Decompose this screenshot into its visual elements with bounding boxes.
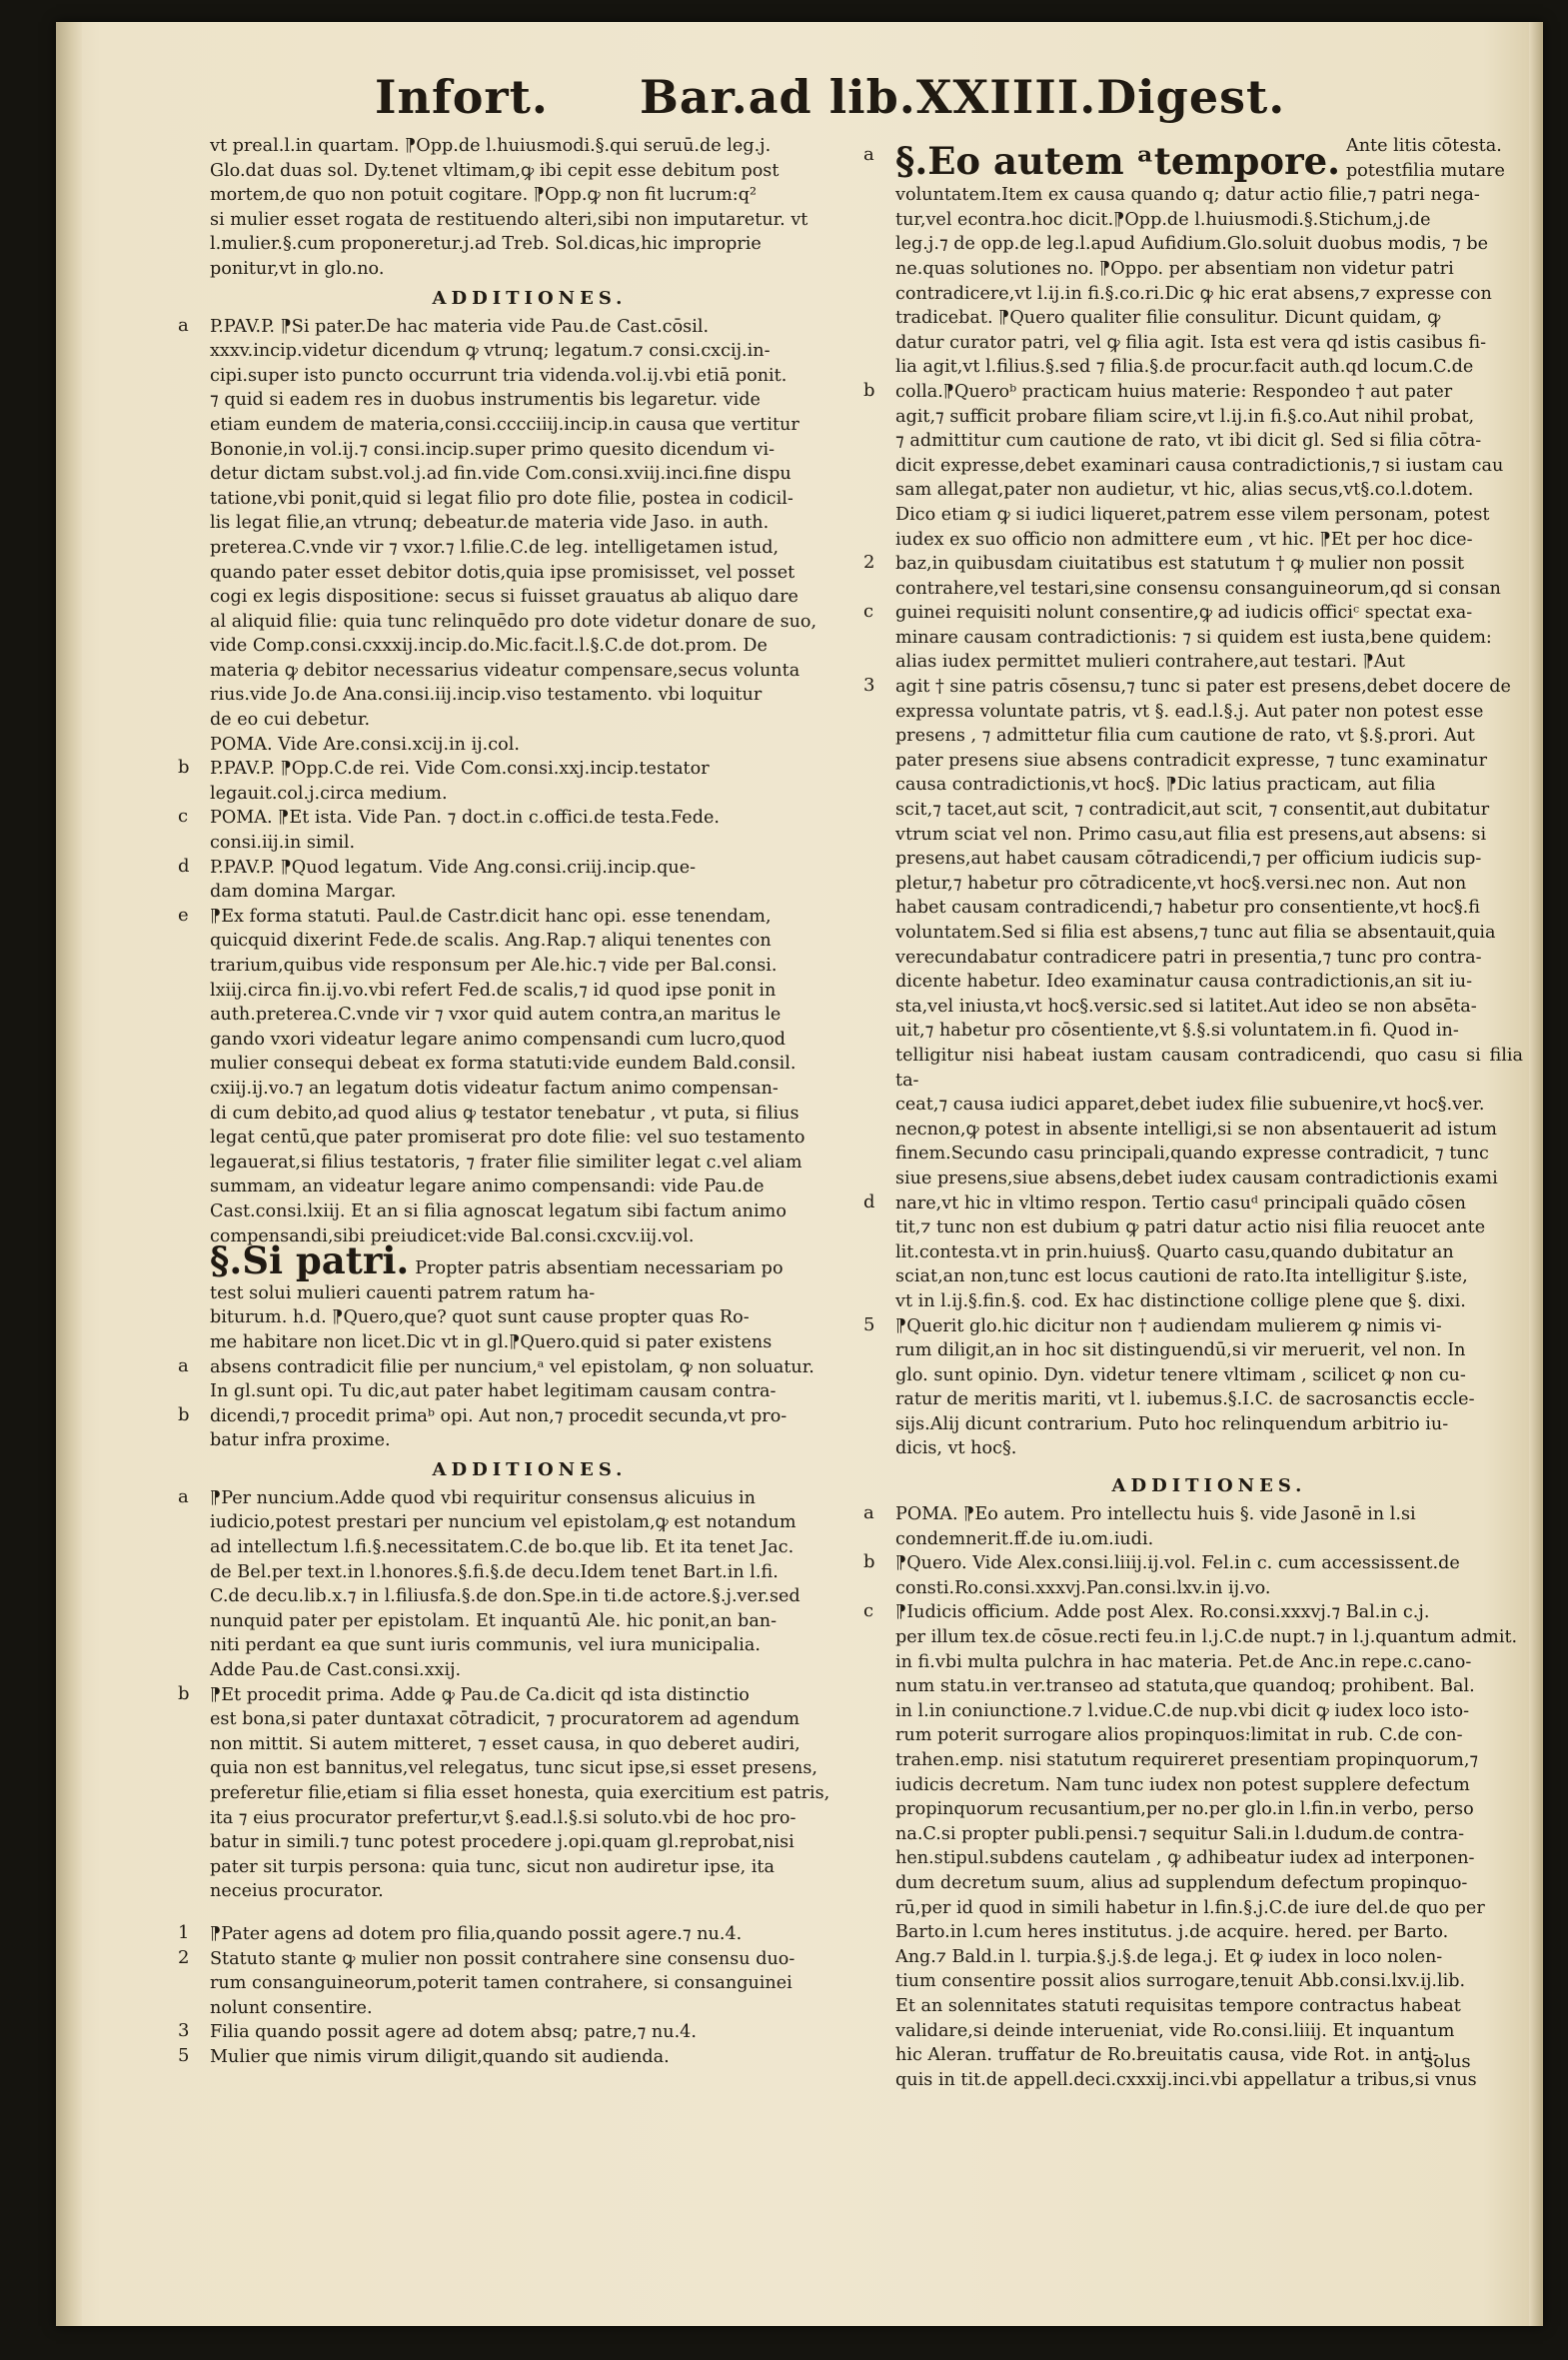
section-line	[895, 700, 1523, 725]
text-line: ⁋Per nuncium.Adde quod vbi requiritur consensus alicuius in	[210, 1487, 756, 1508]
section-line	[895, 1118, 1523, 1143]
text-line: iudex ex suo officio non admittere eum , vt hic. ⁋Et per hoc dice-	[895, 529, 1473, 550]
text-line: ratur de meritis mariti, vt l. iubemus.§.I.C. de sacrosanctis eccle-	[895, 1389, 1475, 1410]
text-line: quia non est bannitus,vel relegatus, tunc sicut ipse,si esset presens,	[210, 1758, 817, 1779]
section-line	[895, 1215, 1523, 1240]
text-line: rum diligit,an in hoc sit distinguendū,si vir meruerit, vel non. In	[895, 1340, 1466, 1361]
annotation-entry	[178, 855, 849, 905]
section-line	[895, 1289, 1523, 1314]
section-line	[895, 626, 1523, 651]
text-line: §.Si patri. Propter patris absentiam necessariam po	[210, 1238, 784, 1283]
text-line: guinei requisiti nolunt consentire,ꝙ ad iudicis officiᶜ spectat exa-	[895, 603, 1473, 624]
annotation-entry	[863, 1502, 1523, 1551]
section-line	[895, 773, 1523, 798]
additiones-heading-left-2: ADDITIONES.	[432, 1458, 628, 1480]
text-line: ⁊ quid si eadem res in duobus instrumentis bis legaretur. vide	[210, 390, 761, 411]
text-line: datur curator patri, vel ꝙ filia agit. Ista est vera qd istis casibus fi-	[895, 332, 1487, 353]
section-line	[895, 1167, 1523, 1191]
text-line: tradicebat. ⁋Quero qualiter filie consulitur. Dicunt quidam, ꝙ	[895, 308, 1441, 329]
text-line: cxiij.ij.vo.⁊ an legatum dotis videatur factum animo compensan-	[210, 1078, 779, 1099]
text-line: tatione,vbi ponit,quid si legat filio pro dote filie, postea in codicil-	[210, 488, 793, 509]
text-line: Mulier que nimis virum diligit,quando sit audienda.	[210, 2046, 670, 2067]
section-line	[895, 921, 1523, 946]
text-line: consi.iij.in simil.	[210, 833, 356, 854]
section-line	[895, 1093, 1523, 1118]
section-line	[895, 503, 1523, 528]
margin-marker: b	[863, 379, 875, 401]
section-line	[895, 355, 1523, 380]
margin-marker: e	[178, 904, 189, 926]
text-line: Glo.dat duas sol. Dy.tenet vltimam,ꝙ ibi cepit esse debitum post	[210, 160, 780, 181]
text-line: pletur,⁊ habetur pro cōtradicente,vt hoc§.versi.nec non. Aut non	[895, 873, 1467, 894]
text-line: dicit expresse,debet examinari causa contradictionis,⁊ si iustam cau	[895, 455, 1504, 476]
text-line: ⁊ admittitur cum cautione de rato, vt ibi dicit gl. Sed si filia cōtra-	[895, 431, 1482, 452]
text-line: iudicio,potest prestari per nuncium vel epistolam,ꝙ est notandum	[210, 1512, 796, 1533]
text-line: P.PAV.P. ⁋Quod legatum. Vide Ang.consi.criij.incip.que-	[210, 857, 697, 878]
section-line	[210, 1428, 849, 1453]
text-line: Dico etiam ꝙ si iudici liqueret,patrem esse vilem personam, potest	[895, 504, 1490, 525]
additiones-list-left-2	[178, 1485, 849, 1904]
section-line	[895, 1044, 1523, 1093]
section-line	[895, 208, 1523, 233]
text-line: preferetur filie,etiam si filia esset honesta, quia exercitium est patris,	[210, 1783, 830, 1803]
text-line: Ang.⁊ Bald.in l. turpia.§.j.§.de lega.j. Et ꝙ iudex in loco nolen-	[895, 1946, 1443, 1967]
text-line: ⁋Et procedit prima. Adde ꝙ Pau.de Ca.dicit qd ista distinctio	[210, 1684, 750, 1705]
section-line	[895, 749, 1523, 774]
text-line: sta,vel iniusta,vt hoc§.versic.sed si latitet.Aut ideo se non absēta-	[895, 996, 1477, 1017]
annotation-entry	[178, 314, 849, 733]
text-line: de eo cui debetur.	[210, 710, 371, 731]
margin-marker: c	[863, 601, 874, 623]
text-line: ⁋Iudicis officium. Adde post Alex. Ro.consi.xxxvj.⁊ Bal.in c.j.	[895, 1602, 1430, 1623]
text-line: auth.preterea.C.vnde vir ⁊ vxor quid autem contra,an maritus le	[210, 1005, 782, 1026]
section-line	[895, 724, 1523, 749]
annotation-entry	[178, 1682, 849, 1904]
text-line: cipi.super isto puncto occurrunt tria videnda.vol.ij.vbi etiā ponit.	[210, 365, 787, 386]
text-line: alias iudex permittet mulieri contrahere,aut testari. ⁋Aut	[895, 652, 1405, 673]
text-line: in fi.vbi multa pulchra in hac materia. Pet.de Anc.in repe.c.cano-	[895, 1651, 1472, 1672]
text-line: lia agit,vt l.filius.§.sed ⁊ filia.§.de procur.facit auth.qd locum.C.de	[895, 357, 1474, 378]
text-line: etiam eundem de materia,consi.cccciiij.incip.in causa que vertitur	[210, 414, 799, 435]
section-line	[178, 1354, 849, 1380]
margin-marker: a	[863, 144, 874, 165]
text-line: detur dictam subst.vol.j.ad fin.vide Com.consi.xviij.inci.fine dispu	[210, 464, 791, 485]
section-line	[895, 528, 1523, 553]
text-line: pater sit turpis persona: quia tunc, sicut non audiretur ipse, ita	[210, 1856, 775, 1877]
text-line: presens,aut habet causam cōtradicendi,⁊ per officium iudicis sup-	[895, 849, 1482, 870]
intro-text	[210, 134, 849, 282]
text-line: ⁋Ex forma statuti. Paul.de Castr.dicit hanc opi. esse tenendam,	[210, 906, 772, 927]
text-line: voluntatem.Item ex causa quando q; datur actio filie,⁊ patri nega-	[895, 185, 1480, 206]
text-line: ad intellectum l.fi.§.necessitatem.C.de bo.que lib. Et ita tenet Jac.	[210, 1537, 794, 1558]
text-line: agit,⁊ sufficit probare filiam scire,vt l.ij.in fi.§.co.Aut nihil probat,	[895, 406, 1475, 427]
section-line	[210, 1330, 849, 1355]
annotation-entry	[178, 806, 849, 855]
text-line: pater presens siue absens contradicit expresse, ⁊ tunc examinatur	[895, 750, 1487, 771]
text-line: vt preal.l.in quartam. ⁋Opp.de l.huiusmodi.§.qui seruū.de leg.j.	[210, 136, 772, 156]
page-edge	[56, 22, 82, 2326]
text-line: agit † sine patris cōsensu,⁊ tunc si pater est presens,debet docere de	[895, 677, 1511, 698]
text-line: tit,⁊ tunc non est dubium ꝙ patri datur actio nisi filia reuocet ante	[895, 1217, 1486, 1238]
catchword: solus	[1424, 2051, 1471, 2072]
text-line: batur infra proxime.	[210, 1430, 391, 1451]
text-line: sijs.Alij dicunt contrarium. Puto hoc relinquendum arbitrio iu-	[895, 1413, 1449, 1434]
text-line: compensandi,sibi preiudicet:vide Bal.consi.cxcv.iij.vol.	[210, 1225, 695, 1246]
text-line: expressa voluntate patris, vt §. ead.l.§.j. Aut pater non potest esse	[895, 701, 1484, 722]
text-line: In gl.sunt opi. Tu dic,aut pater habet legitimam causam contra-	[210, 1381, 777, 1402]
section-line	[895, 577, 1523, 602]
text-line: lit.contesta.vt in prin.huius§. Quarto casu,quando dubitatur an	[895, 1241, 1454, 1262]
margin-marker: 1	[178, 1921, 190, 1943]
section-line	[863, 675, 1523, 700]
text-line: sam allegat,pater non audietur, vt hic, alias secus,vt§.co.l.dotem.	[895, 480, 1474, 501]
text-line: si mulier esset rogata de restituendo alteri,sibi non imputaretur. vt	[210, 209, 808, 230]
section-line	[895, 257, 1523, 282]
section-line	[895, 946, 1523, 971]
text-line: Statuto stante ꝙ mulier non possit contrahere sine consensu duo-	[210, 1948, 795, 1969]
section-line	[210, 1379, 849, 1404]
additiones-heading-right: ADDITIONES.	[1111, 1475, 1307, 1497]
text-line: contrahere,vel testari,sine consensu consanguineorum,qd si consan	[895, 578, 1501, 599]
margin-marker: 5	[863, 1313, 875, 1335]
text-line: dum decretum suum, alius ad supplendum defectum propinquo-	[895, 1872, 1468, 1893]
running-head-left: Infort.	[375, 70, 549, 124]
text-line: di cum debito,ad quod alius ꝙ testator tenebatur , vt puta, si filius	[210, 1103, 799, 1124]
book-gutter	[1529, 22, 1543, 2326]
section-line	[895, 331, 1523, 356]
text-line: causa contradictionis,vt hoc§. ⁋Dic latius practicam, aut filia	[895, 775, 1436, 796]
text-line: scit,⁊ tacet,aut scit, ⁊ contradicit,aut scit, ⁊ consentit,aut dubitatur	[895, 800, 1490, 821]
text-line: dicente habetur. Ideo examinatur causa contradictionis,an sit iu-	[895, 972, 1473, 993]
margin-marker: b	[178, 1682, 190, 1704]
section-line	[895, 1436, 1523, 1461]
annotation-entry	[178, 757, 849, 806]
section-line	[895, 282, 1523, 307]
annotation-entry	[178, 2020, 849, 2045]
text-line: Barto.in l.cum heres institutus. j.de acquire. hered. per Barto.	[895, 1922, 1449, 1943]
text-line: uit,⁊ habetur pro cōsentiente,vt §.§.si voluntatem.in fi. Quod in-	[895, 1021, 1459, 1042]
text-line: ceat,⁊ causa iudici apparet,debet iudex filie subuenire,vt hoc§.ver.	[895, 1095, 1485, 1116]
section-line	[895, 823, 1523, 848]
text-line: vide Comp.consi.cxxxij.incip.do.Mic.facit.l.§.C.de dot.prom. De	[210, 636, 768, 657]
text-line: contradicere,vt l.ij.in fi.§.co.ri.Dic ꝙ hic erat absens,⁊ expresse con	[895, 283, 1492, 304]
section-line	[210, 1305, 849, 1330]
text-line: de Bel.per text.in l.honores.§.fi.§.de decu.Idem tenet Bart.in l.fi.	[210, 1561, 779, 1582]
margin-marker: 2	[863, 552, 875, 574]
text-line: Filia quando possit agere ad dotem absq; patre,⁊ nu.4.	[210, 2022, 697, 2043]
text-line: est bona,si pater duntaxat cōtradicit, ⁊ procuratorem ad agendum	[210, 1709, 800, 1730]
text-line: l.mulier.§.cum proponeretur.j.ad Treb. Sol.dicas,hic improprie	[210, 234, 762, 255]
section-line	[895, 872, 1523, 897]
text-line: biturum. h.d. ⁋Quero,que? quot sunt cause propter quas Ro-	[210, 1307, 750, 1328]
text-line: minare causam contradictionis: ⁊ si quidem est iusta,bene quidem:	[895, 627, 1492, 648]
text-line: rum consanguineorum,poterit tamen contrahere, si consanguinei	[210, 1973, 792, 1994]
margin-marker: 5	[178, 2044, 190, 2066]
text-line: xxxv.incip.videtur dicendum ꝙ vtrunq; legatum.⁊ consi.cxcij.in-	[210, 341, 771, 362]
margin-marker: d	[178, 855, 190, 877]
text-line: Ante litis cōtesta.	[1346, 136, 1502, 156]
text-line: habet causam contradicendi,⁊ habetur pro consentiente,vt hoc§.fi	[895, 898, 1481, 919]
section-line	[895, 1412, 1523, 1437]
section-heading-row	[863, 134, 1523, 184]
text-line: legat centū,que pater promiserat pro dote filie: vel suo testamento	[210, 1128, 805, 1149]
annotation-entry	[863, 1600, 1523, 2092]
text-line: dicendi,⁊ procedit primaᵇ opi. Aut non,⁊ procedit secunda,vt pro-	[210, 1405, 787, 1426]
text-line: quicquid dixerint Fede.de scalis. Ang.Rap.⁊ aliqui tenentes con	[210, 931, 772, 952]
section-line	[895, 454, 1523, 479]
section-line	[895, 995, 1523, 1020]
section-line	[895, 1142, 1523, 1167]
text-line: gando vxori videatur legare animo compensandi cum lucro,quod	[210, 1029, 786, 1050]
margin-marker: b	[178, 1403, 190, 1425]
text-line: Adde Pau.de Cast.consi.xxij.	[210, 1660, 462, 1681]
text-line: potestfilia mutare	[1346, 160, 1505, 181]
text-line: preterea.C.vnde vir ⁊ vxor.⁊ l.filie.C.de leg. intelligetamen istud,	[210, 537, 780, 558]
text-line: legauerat,si filius testatoris, ⁊ frater filie similiter legat c.vel aliam	[210, 1152, 802, 1173]
section-line	[895, 232, 1523, 257]
text-line: cogi ex legis dispositione: secus si fuisset grauatus ab aliquo dare	[210, 587, 798, 608]
section-line	[863, 552, 1523, 577]
text-line: P.PAV.P. ⁋Si pater.De hac materia vide Pau.de Cast.cōsil.	[210, 316, 710, 337]
text-line: materia ꝙ debitor necessarius videatur compensare,secus volunta	[210, 660, 800, 681]
text-line: ne.quas solutiones no. ⁋Oppo. per absentiam non videtur patri	[895, 258, 1454, 279]
additiones-list-left-1	[178, 314, 849, 1249]
text-line: siue presens,siue absens,debet iudex causam contradictionis exami	[895, 1168, 1498, 1188]
left-column	[178, 134, 849, 2070]
text-line: propinquorum recusantium,per no.per glo.in l.fin.in verbo, perso	[895, 1799, 1474, 1820]
section-lead	[1346, 134, 1505, 183]
annotation-entry	[178, 1485, 849, 1683]
section-line	[895, 1019, 1523, 1044]
text-line: presens , ⁊ admittetur filia cum cautione de rato, vt §.§.prori. Aut	[895, 726, 1475, 747]
text-line: POMA. ⁋Et ista. Vide Pan. ⁊ doct.in c.offici.de testa.Fede.	[210, 808, 720, 829]
margin-marker: 2	[178, 1946, 190, 1968]
text-line: nare,vt hic in vltimo respon. Tertio casuᵈ principali quādo cōsen	[895, 1192, 1467, 1213]
text-line: Bononie,in vol.ij.⁊ consi.incip.super primo quesito dicendum vi-	[210, 439, 776, 460]
text-line: telligitur nisi habeat iustam causam contradicendi, quo casu si filia ta-	[895, 1045, 1523, 1091]
text-line: rū,per id quod in simili habetur in l.fin.§.j.C.de iure del.de quo per	[895, 1897, 1485, 1918]
additiones-heading-left-1: ADDITIONES.	[432, 287, 628, 309]
section-line	[895, 183, 1523, 208]
section-title: §.Si patri.	[210, 1238, 410, 1283]
text-line: rius.vide Jo.de Ana.consi.iij.incip.viso testamento. vbi loquitur	[210, 685, 763, 706]
section-line	[863, 601, 1523, 626]
annotation-entry	[863, 1551, 1523, 1600]
margin-marker: b	[863, 1551, 875, 1573]
text-line: trahen.emp. nisi statutum requireret presentiam propinquorum,⁊	[895, 1750, 1479, 1770]
text-line: tur,vel econtra.hoc dicit.⁋Opp.de l.huiusmodi.§.Stichum,j.de	[895, 209, 1431, 230]
text-line: hic Aleran. truffatur de Ro.breuitatis causa, vide Rot. in anti-	[895, 2045, 1439, 2066]
section-line	[863, 1313, 1523, 1339]
text-line: tium consentire possit alios surrogare,tenuit Abb.consi.lxv.ij.lib.	[895, 1971, 1466, 1992]
section-line	[863, 379, 1523, 405]
margin-marker: 3	[863, 675, 875, 697]
section-line	[895, 1240, 1523, 1265]
margin-marker: a	[178, 1354, 189, 1376]
text-line: leg.j.⁊ de opp.de leg.l.apud Aufidium.Glo.soluit duobus modis, ⁊ be	[895, 234, 1489, 255]
section-eo-autem	[863, 134, 1523, 1461]
text-line: na.C.si propter publi.pensi.⁊ sequitur Sali.in l.dudum.de contra-	[895, 1823, 1465, 1844]
text-line: lis legat filie,an vtrunq; debeatur.de materia vide Jaso. in auth.	[210, 513, 770, 534]
text-line: colla.⁋Queroᵇ practicam huius materie: Respondeo † aut pater	[895, 381, 1453, 402]
text-line: finem.Secundo casu principali,quando expresse contradicit, ⁊ tunc	[895, 1144, 1489, 1165]
text-line: summam, an videatur legare animo compensandi: vide Pau.de	[210, 1177, 765, 1197]
text-line: sciat,an non,tunc est locus cautioni de rato.Ita intelligitur §.iste,	[895, 1266, 1468, 1287]
margin-marker: a	[178, 314, 189, 336]
section-line	[895, 798, 1523, 823]
text-line: rum poterit surrogare alios propinquos:limitat in rub. C.de con-	[895, 1725, 1463, 1746]
text-line: POMA. Vide Are.consi.xcij.in ij.col.	[210, 734, 520, 755]
text-line: Et an solennitates statuti requisitas tempore contractus habeat	[895, 1995, 1461, 2016]
text-line: validare,si deinde interueniat, vide Ro.consi.liiij. Et inquantum	[895, 2020, 1455, 2041]
text-line: neceius procurator.	[210, 1881, 384, 1902]
text-line: consti.Ro.consi.xxxvj.Pan.consi.lxv.in ij.vo.	[895, 1577, 1271, 1598]
section-line	[895, 1387, 1523, 1412]
annotation-entry	[178, 1946, 849, 2021]
text-line: condemnerit.ff.de iu.om.iudi.	[895, 1528, 1154, 1549]
text-line: nolunt consentire.	[210, 1997, 373, 2018]
text-line: iudicis decretum. Nam tunc iudex non potest supplere defectum	[895, 1774, 1470, 1795]
text-line: ⁋Querit glo.hic dicitur non † audiendam mulierem ꝙ nimis vi-	[895, 1315, 1442, 1336]
text-line: per illum tex.de cōsue.recti feu.in l.j.C.de nupt.⁊ in l.j.quantum admit.	[895, 1627, 1518, 1648]
annotation-entry	[178, 1921, 849, 1947]
text-line: glo. sunt opinio. Dyn. videtur tenere vltimam , scilicet ꝙ non cu-	[895, 1364, 1466, 1385]
text-line: verecundabatur contradicere patri in presentia,⁊ tunc pro contra-	[895, 947, 1482, 968]
section-line	[895, 970, 1523, 995]
annotation-entry	[178, 2044, 849, 2070]
margin-marker: a	[178, 1485, 189, 1507]
section-line	[895, 650, 1523, 675]
section-line	[178, 1403, 849, 1429]
text-line: absens contradicit filie per nuncium,ᵃ vel epistolam, ꝙ non soluatur.	[210, 1356, 814, 1377]
section-line	[895, 896, 1523, 921]
text-line: quis in tit.de appell.deci.cxxxij.inci.vbi appellatur a tribus,si vnus	[895, 2069, 1477, 2090]
text-line: P.PAV.P. ⁋Opp.C.de rei. Vide Com.consi.xxj.incip.testator	[210, 759, 710, 780]
text-line: trarium,quibus vide responsum per Ale.hic.⁊ vide per Bal.consi.	[210, 956, 778, 976]
text-line: Cast.consi.lxiij. Et an si filia agnoscat legatum sibi factum animo	[210, 1200, 786, 1221]
section-line	[210, 1281, 849, 1306]
margin-marker: c	[863, 1600, 874, 1622]
margin-marker: d	[863, 1190, 875, 1212]
text-line: me habitare non licet.Dic vt in gl.⁋Quero.quid si pater existens	[210, 1331, 773, 1352]
text-line: in l.in coniunctione.⁊ l.vidue.C.de nup.vbi dicit ꝙ iudex loco isto-	[895, 1700, 1470, 1721]
text-line: nunquid pater per epistolam. Et inquantū Ale. hic ponit,an ban-	[210, 1610, 778, 1631]
text-line: non mittit. Si autem mitteret, ⁊ esset causa, in quo deberet audiri,	[210, 1733, 800, 1754]
text-line: test solui mulieri cauenti patrem ratum ha-	[210, 1282, 596, 1303]
text-line: ita ⁊ eius procurator prefertur,vt §.ead.l.§.si soluto.vbi de hoc pro-	[210, 1807, 796, 1828]
text-line: POMA. ⁋Eo autem. Pro intellectu huis §. vide Jasonē in l.si	[895, 1504, 1416, 1525]
text-line: dicis, vt hoc§.	[895, 1438, 1017, 1459]
annotation-entry	[178, 904, 849, 1248]
spacer	[210, 1904, 849, 1922]
section-line	[895, 1363, 1523, 1388]
text-line: batur in simili.⁊ tunc potest procedere j.opi.quam gl.reprobat,nisi	[210, 1832, 794, 1853]
section-line	[895, 847, 1523, 872]
text-line: dam domina Margar.	[210, 882, 397, 903]
text-line: mortem,de quo non potuit cogitare. ⁋Opp.ꝙ non fit lucrum:q²	[210, 185, 758, 206]
annotation-entry	[210, 733, 849, 758]
text-line: vt in l.ij.§.fin.§. cod. Ex hac distinctione collige plene que §. dixi.	[895, 1290, 1466, 1311]
text-line: ponitur,vt in glo.no.	[210, 258, 385, 279]
margin-marker: b	[178, 757, 190, 779]
text-line: ⁋Quero. Vide Alex.consi.liiij.ij.vol. Fel.in c. cum accessissent.de	[895, 1553, 1460, 1574]
summaries-list	[178, 1921, 849, 2070]
margin-marker: c	[178, 806, 189, 828]
text-line: ⁋Pater agens ad dotem pro filia,quando possit agere.⁊ nu.4.	[210, 1923, 743, 1944]
text-line: quando pater esset debitor dotis,quia ipse promisisset, vel posset	[210, 562, 795, 583]
section-line	[895, 478, 1523, 503]
section-title: §.Eo autem ᵃtempore.	[895, 139, 1341, 184]
section-si-patri	[178, 1238, 849, 1453]
text-line: voluntatem.Sed si filia est absens,⁊ tunc aut filia se absentauit,quia	[895, 923, 1496, 943]
margin-marker: 3	[178, 2020, 190, 2042]
margin-marker: a	[863, 1502, 874, 1524]
text-line: mulier consequi debeat ex forma statuti:vide eundem Bald.consil.	[210, 1054, 796, 1075]
section-line	[210, 1238, 849, 1283]
text-line: hen.stipul.subdens cautelam , ꝙ adhibeatur iudex ad interponen-	[895, 1848, 1475, 1869]
text-line: vtrum sciat vel non. Primo casu,aut filia est presens,aut absens: si	[895, 824, 1487, 845]
text-line: niti perdant ea que sunt iuris communis, vel iura municipalia.	[210, 1635, 762, 1656]
text-line: legauit.col.j.circa medium.	[210, 783, 448, 804]
text-line: baz,in quibusdam ciuitatibus est statutum † ꝙ mulier non possit	[895, 554, 1465, 575]
section-line	[895, 405, 1523, 430]
text-line: lxiij.circa fin.ij.vo.vbi refert Fed.de scalis,⁊ id quod ipse ponit in	[210, 980, 777, 1001]
section-line	[895, 1264, 1523, 1289]
right-column	[863, 134, 1523, 2092]
section-line	[895, 306, 1523, 331]
section-line	[895, 429, 1523, 454]
text-line: necnon,ꝙ potest in absente intelligi,si se non absentauerit ad istum	[895, 1119, 1497, 1140]
text-line: al aliquid filie: quia tunc relinquēdo pro dote videtur donare de suo,	[210, 611, 817, 632]
section-line	[895, 1338, 1523, 1363]
additiones-list-right	[863, 1502, 1523, 2092]
text-line: C.de decu.lib.x.⁊ in l.filiusfa.§.de don.Spe.in ti.de actore.§.j.ver.sed	[210, 1586, 800, 1607]
text-line: num statu.in ver.transeo ad statuta,que quandoq; prohibent. Bal.	[895, 1676, 1475, 1697]
running-head-right: Bar.ad lib.XXIIII.Digest.	[640, 70, 1286, 124]
section-line	[863, 1190, 1523, 1216]
